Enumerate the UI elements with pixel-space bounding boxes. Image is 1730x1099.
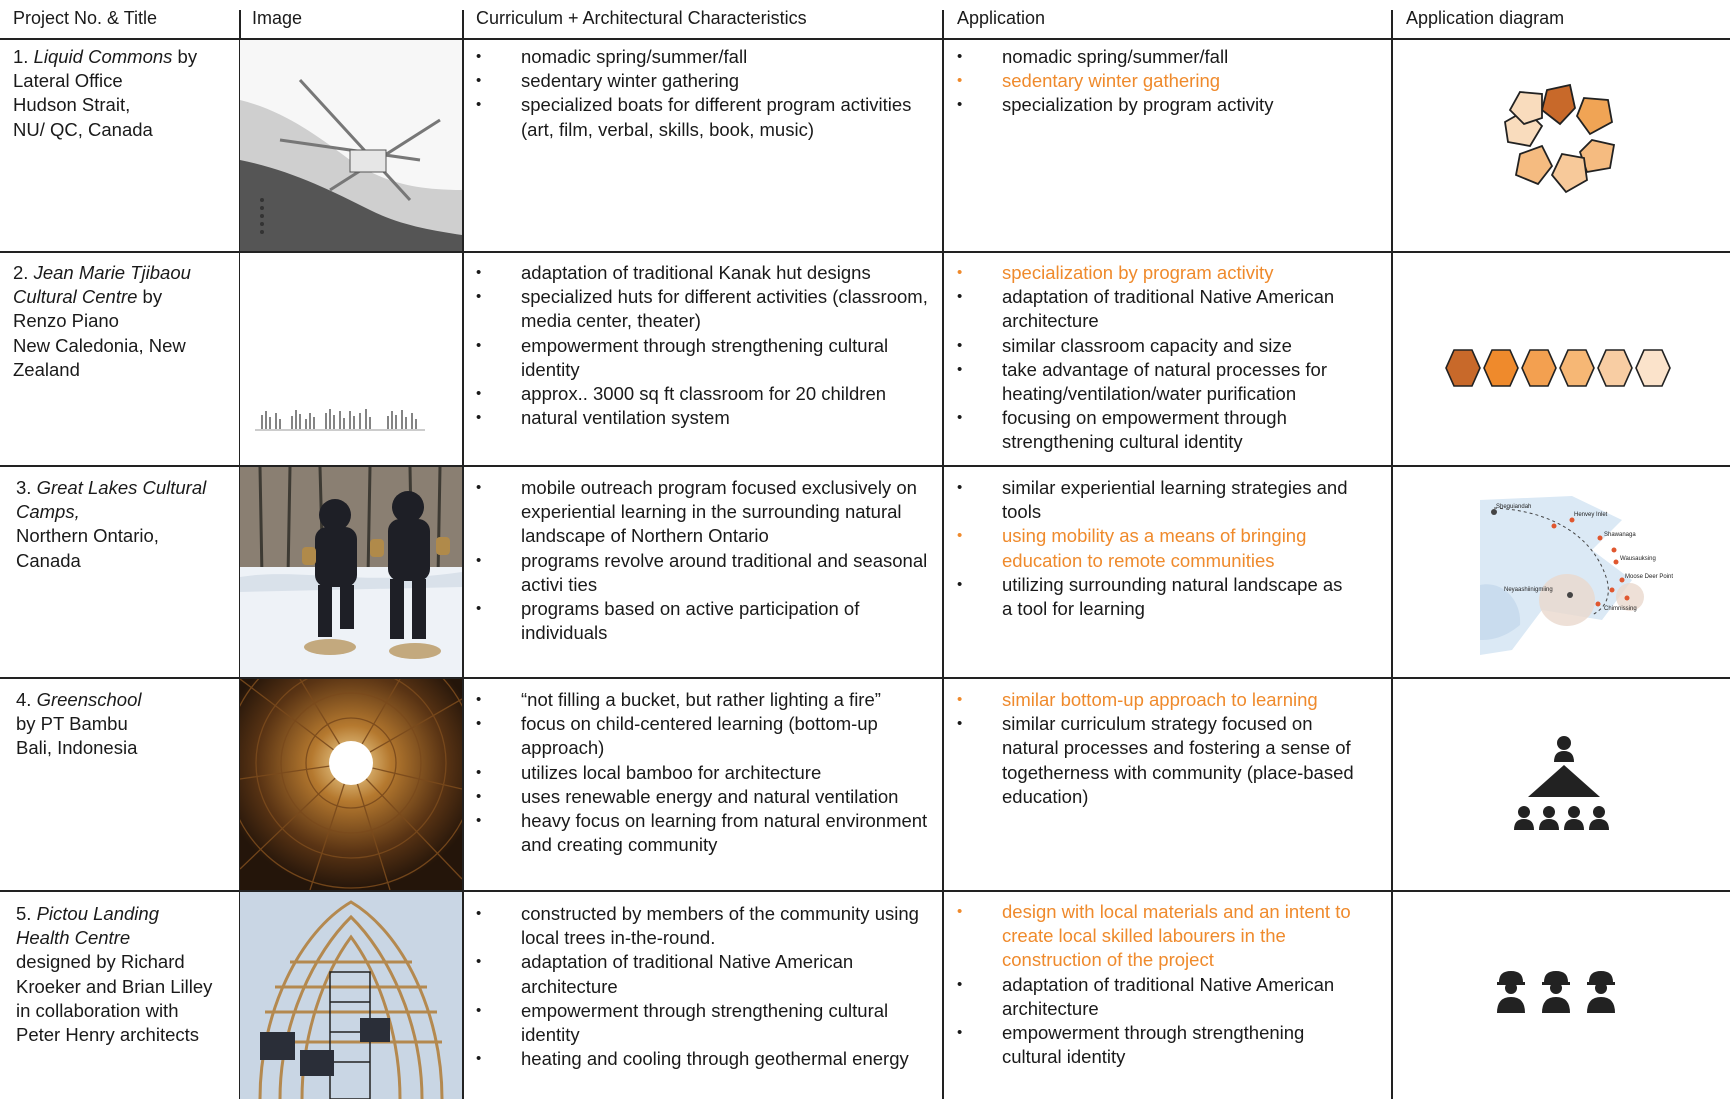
list-item: • programs revolve around traditional and seasonal activi ties: [476, 549, 936, 597]
list-item: • focus on child-centered learning (bottom-up approach): [476, 712, 936, 760]
route-map-icon: [1392, 490, 1730, 660]
hexagon-row-icon: [1392, 345, 1730, 395]
list-item: • empowerment through strengthening cultural identity: [957, 1021, 1367, 1069]
people-hierarchy-icon: [1392, 733, 1730, 843]
list-item: • specialized boats for different program activities (art, film, verbal, skills, book, music): [476, 93, 936, 141]
project-title-4: 4. Greenschool by PT Bambu Bali, Indonesia: [16, 689, 142, 759]
map-label: Moose Deer Point: [1625, 574, 1674, 580]
map-label: Sheguiandah: [1496, 504, 1532, 510]
project-image-5: [240, 892, 462, 1099]
list-item: • empowerment through strengthening cultural identity: [476, 999, 936, 1047]
header-diagram: Application diagram: [1406, 8, 1565, 28]
map-label: Wausauksing: [1620, 556, 1656, 562]
list-item: • similar curriculum strategy focused on natural processes and fostering a sense of togetherness with community (place-based education): [957, 712, 1362, 809]
list-item: • nomadic spring/summer/fall: [476, 45, 936, 69]
list-item: • utilizing surrounding natural landscape as a tool for learning: [957, 573, 1352, 621]
list-item: • heavy focus on learning from natural environment and creating community: [476, 809, 936, 857]
list-item: • utilizes local bamboo for architecture: [476, 761, 936, 785]
characteristics-5: [476, 902, 936, 1071]
map-label: Henvey Inlet: [1574, 512, 1608, 518]
project-image-3: [240, 467, 462, 677]
list-item: • similar classroom capacity and size: [957, 334, 1387, 358]
hardhat-workers-icon: [1392, 968, 1730, 1018]
project-image-4: [240, 679, 462, 890]
application-5: [957, 900, 1367, 1069]
column-rule: [462, 10, 464, 1099]
list-item: • adaptation of traditional Native American architecture: [957, 285, 1387, 333]
characteristics-1: [476, 45, 936, 142]
map-label: Shawanaga: [1604, 532, 1636, 538]
project-image-1: [240, 40, 462, 251]
list-item: • adaptation of traditional Native American architecture: [476, 950, 936, 998]
project-title-1: 1. Liquid Commons by Lateral Office Hudson Strait, NU/ QC, Canada: [13, 46, 198, 140]
list-item: • constructed by members of the community using local trees in-the-round.: [476, 902, 936, 950]
map-label: Neyaashiinigmiing: [1504, 587, 1553, 593]
characteristics-4: [476, 688, 936, 857]
list-item: • similar experiential learning strategies and tools: [957, 476, 1352, 524]
list-item: • design with local materials and an intent to create local skilled labourers in the construction of the project: [957, 900, 1367, 973]
list-item: • mobile outreach program focused exclusively on experiential learning in the surrounding natural landscape of Northern Ontario: [476, 476, 936, 549]
application-4: [957, 688, 1362, 809]
characteristics-2: [476, 261, 936, 430]
list-item: • “not filling a bucket, but rather lighting a fire”: [476, 688, 936, 712]
list-item: • take advantage of natural processes for heating/ventilation/water purification: [957, 358, 1387, 406]
list-item: • specialization by program activity: [957, 93, 1387, 117]
list-item: • adaptation of traditional Kanak hut designs: [476, 261, 936, 285]
characteristics-3: [476, 476, 936, 645]
application-1: [957, 45, 1387, 118]
project-title-2: 2. Jean Marie Tjibaou Cultural Centre by Renzo Piano New Caledonia, New Zealand: [13, 262, 191, 380]
list-item: • nomadic spring/summer/fall: [957, 45, 1387, 69]
project-title-5: 5. Pictou Landing Health Centre designed by Richard Kroeker and Brian Lilley in collaboration with Peter Henry architects: [16, 903, 213, 1046]
header-project: Project No. & Title: [13, 8, 158, 28]
header-image: Image: [252, 8, 303, 28]
header-curriculum: Curriculum + Architectural Characteristics: [476, 8, 807, 28]
list-item: • programs based on active participation of individuals: [476, 597, 936, 645]
list-item: • sedentary winter gathering: [476, 69, 936, 93]
project-title-3: 3. Great Lakes Cultural Camps, Northern Ontario, Canada: [16, 477, 207, 571]
header-application: Application: [957, 8, 1046, 28]
column-rule: [942, 10, 944, 1099]
list-item: • using mobility as a means of bringing education to remote communities: [957, 524, 1352, 572]
list-item: • focusing on empowerment through strengthening cultural identity: [957, 406, 1387, 454]
list-item: • approx.. 3000 sq ft classroom for 20 children: [476, 382, 936, 406]
pentagon-ring-icon: [1392, 80, 1730, 230]
list-item: • heating and cooling through geothermal energy: [476, 1047, 936, 1071]
list-item: • uses renewable energy and natural ventilation: [476, 785, 936, 809]
list-item: • similar bottom-up approach to learning: [957, 688, 1362, 712]
map-label: Chimnissing: [1604, 606, 1637, 612]
application-3: [957, 476, 1352, 621]
project-image-2: [240, 253, 462, 465]
list-item: • specialization by program activity: [957, 261, 1387, 285]
application-2: [957, 261, 1387, 455]
list-item: • specialized huts for different activities (classroom, media center, theater): [476, 285, 936, 333]
list-item: • sedentary winter gathering: [957, 69, 1387, 93]
list-item: • adaptation of traditional Native American architecture: [957, 973, 1367, 1021]
list-item: • empowerment through strengthening cultural identity: [476, 334, 936, 382]
list-item: • natural ventilation system: [476, 406, 936, 430]
